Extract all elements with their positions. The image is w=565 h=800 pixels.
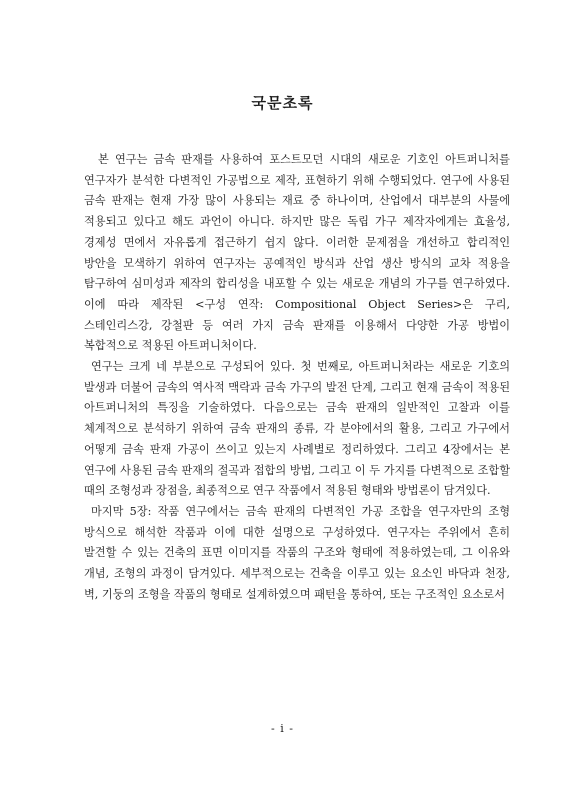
abstract-body xyxy=(84,150,510,605)
paragraph-3: 마지막 5장: 작품 연구에서는 금속 판재의 다변적인 가공 조합을 연구자만의 조형 방식으로 해석한 작품과 이에 대한 설명으로 구성하였다. 연구자는 주위에서 흔히 발견할 수 있는 건축의 표면 이미지를 작품의 구조와 형태에 적용하였는데, 그 이유와 개념, 조형의 과정이 담겨있다. 세부적으로는 건축을 이루고 있는 요소인 바닥과 천장, 벽, 기둥의 조형을 작품의 형태로 설계하였으며 패턴을 통하여, 또는 구조적인 요소로서 xyxy=(84,504,510,601)
page-number: - i - xyxy=(271,722,294,735)
page-title: 국문초록 xyxy=(251,94,314,112)
paragraph-2: 연구는 크게 네 부분으로 구성되어 있다. 첫 번째로, 아트퍼니처라는 새로운 기호의 발생과 더불어 금속의 역사적 맥락과 금속 가구의 발전 단계, 그리고 현재 금속이 적용된 아트퍼니처의 특징을 기술하였다. 다음으로는 금속 판재의 일반적인 고찰과 이를 체계적으로 분석하기 위하여 금속 판재의 종류, 각 분야에서의 활용, 그리고 가구에서 어떻게 금속 판재 가공이 쓰이고 있는지 사례별로 정리하였다. 그리고 4장에서는 본 연구에 사용된 금속 판재의 절곡과 접합의 방법, 그리고 이 두 가지를 다변적으로 조합할 때의 조형성과 장점을, 최종적으로 연구 작품에서 적용된 형태와 방법론이 담겨있다. xyxy=(84,360,510,498)
paragraph-1: 본 연구는 금속 판재를 사용하여 포스트모던 시대의 새로운 기호인 아트퍼니처를 연구자가 분석한 다변적인 가공법으로 제작, 표현하기 위해 수행되었다. 연구에 사용된 금속 판재는 현재 가장 많이 사용되는 재료 중 하나이며, 산업에서 대부분의 사물에 적용되고 있다고 해도 과언이 아니다. 하지만 많은 독립 가구 제작자에게는 효율성, 경제성 면에서 자유롭게 접근하기 쉽지 않다. 이러한 문제점을 개선하고 합리적인 방안을 모색하기 위하여 연구자는 공예적인 방식과 산업 생산 방식의 교차 적용을 탐구하여 심미성과 제작의 합리성을 내포할 수 있는 새로운 개념의 가구를 연구하였다. 이에 따라 제작된 <구성 연작: Compositional Object Series>은 구리, 스테인리스강, 강철판 등 여러 가지 금속 판재를 이용해서 다양한 가공 방법이 복합적으로 적용된 아트퍼니처이다. xyxy=(84,153,510,353)
